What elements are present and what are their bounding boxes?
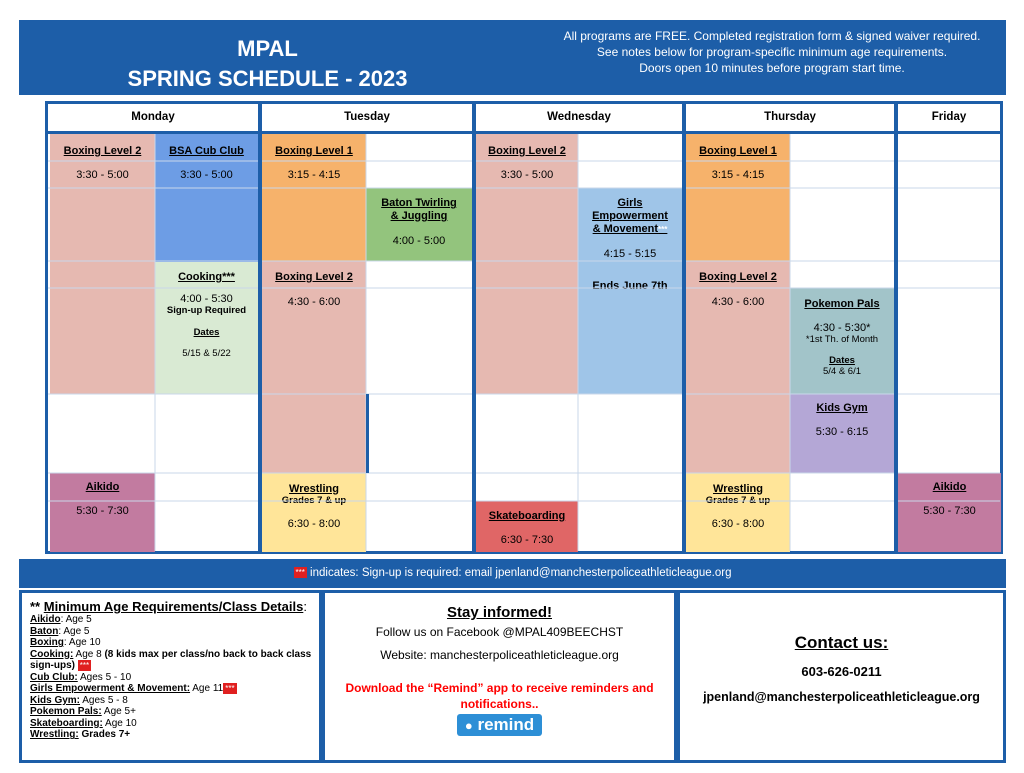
age-item-pokemon-pals: [30, 706, 313, 718]
class-name: Boxing Level 2: [699, 271, 777, 283]
contact-email: jpenland@manchesterpoliceathleticleague.org: [703, 690, 980, 704]
class-name-line-3-text: & Movement: [592, 223, 659, 235]
facebook-handle: Follow us on Facebook @MPAL409BEECHST: [375, 625, 624, 639]
class-name: Wrestling: [289, 483, 339, 495]
class-time: 4:00 - 5:30: [180, 293, 233, 305]
header-divider: [48, 131, 1000, 134]
website-url: Website: manchesterpoliceathleticleague.org: [380, 648, 619, 662]
class-end-date: Ends June 7th: [592, 280, 668, 292]
age-item-text: Age 5+: [101, 706, 136, 718]
class-name: Boxing Level 2: [275, 271, 353, 283]
class-name-line-1: Girls: [617, 197, 643, 209]
class-name: Wrestling: [713, 483, 763, 495]
dates-label: Dates: [829, 355, 855, 366]
class-time: 3:15 - 4:15: [287, 169, 341, 181]
day-header-wednesday: Wednesday: [547, 111, 611, 123]
class-time: 5:30 - 6:15: [815, 426, 869, 438]
title-line-2: SPRING SCHEDULE - 2023: [127, 66, 408, 91]
class-note: Sign-up Required: [166, 305, 247, 316]
contact-panel: [677, 590, 1006, 763]
age-item-label: Pokemon Pals:: [30, 706, 102, 718]
age-item-text: Ages 5 - 8: [80, 694, 128, 706]
class-note: *1st Th. of Month: [805, 334, 879, 345]
remind-bubble-icon: ●: [464, 718, 473, 733]
age-item-cooking: [30, 649, 313, 672]
banner-note-3: Doors open 10 minutes before program start time.: [639, 61, 905, 75]
schedule-grid: [45, 101, 1003, 554]
class-time: 3:30 - 5:00: [76, 169, 129, 181]
class-name: Boxing Level 1: [699, 145, 777, 157]
class-name: Boxing Level 2: [488, 145, 566, 157]
day-header-friday: Friday: [931, 111, 967, 123]
class-time: 3:30 - 5:00: [180, 169, 233, 181]
class-name: BSA Cub Club: [169, 145, 244, 157]
day-divider: [472, 104, 476, 551]
block-divider: [366, 394, 369, 473]
class-dates: 5/4 & 6/1: [822, 366, 862, 377]
class-name: Aikido: [85, 481, 120, 493]
stay-informed-panel: [322, 590, 677, 763]
banner-notes: [541, 28, 1003, 76]
class-time: 3:30 - 5:00: [500, 169, 554, 181]
signup-stars: ***: [225, 684, 235, 694]
class-grades: Grades 7 & up: [281, 495, 347, 506]
age-item-baton: [30, 626, 313, 638]
class-name: Skateboarding: [488, 510, 566, 522]
signup-stars: ***: [658, 225, 668, 234]
day-header-tuesday: Tuesday: [344, 111, 390, 123]
class-name: Pokemon Pals: [804, 298, 880, 310]
age-item-girls-empowerment: [30, 683, 313, 695]
class-grades: Grades 7 & up: [705, 495, 771, 506]
age-item-kids-gym: [30, 695, 313, 707]
contact-title: Contact us:: [794, 633, 889, 652]
class-time: 4:15 - 5:15: [603, 248, 657, 260]
class-name-line-1: Baton Twirling: [381, 197, 457, 209]
age-item-text: Grades 7+: [78, 729, 131, 741]
signup-stars: ***: [295, 568, 305, 578]
class-time: 4:30 - 5:30*: [813, 322, 871, 334]
class-name: Boxing Level 1: [275, 145, 353, 157]
class-time: 3:15 - 4:15: [711, 169, 765, 181]
class-name: Aikido: [932, 481, 967, 493]
remind-logo-text: remind: [477, 715, 535, 734]
age-item-label: Skateboarding:: [30, 717, 103, 729]
header-banner: [19, 20, 1006, 95]
class-name: Cooking***: [178, 271, 235, 283]
age-item-label: Baton: [30, 625, 59, 637]
age-item-text: Age 11: [190, 683, 224, 695]
title-suffix: :: [303, 599, 307, 614]
class-name: Boxing Level 2: [63, 145, 142, 157]
banner-note-1: All programs are FREE. Completed registration form & signed waiver required.: [563, 29, 981, 43]
age-item-detail: (8 kids max per class/no back to back class sign-ups): [30, 648, 312, 672]
title-prefix: **: [30, 599, 44, 614]
dates-label: Dates: [193, 327, 220, 338]
class-name-line-2: & Juggling: [390, 210, 448, 222]
age-item-text: : Age 10: [63, 637, 101, 648]
remind-logo: [325, 714, 674, 736]
class-name-line-2: Empowerment: [592, 210, 668, 222]
class-time: 4:30 - 6:00: [287, 296, 341, 308]
age-item-label: Wrestling:: [30, 729, 79, 741]
day-divider: [682, 104, 686, 551]
remind-app-message: Download the “Remind” app to receive reminders and notifications..: [345, 681, 654, 711]
class-time: 4:00 - 5:00: [392, 235, 446, 247]
age-requirements-panel: [19, 590, 322, 763]
class-time: 6:30 - 7:30: [500, 534, 554, 546]
age-item-wrestling: [30, 729, 313, 741]
day-divider: [258, 104, 262, 551]
class-name: Kids Gym: [816, 402, 868, 414]
grid-lines: [48, 104, 1000, 551]
class-time: 5:30 - 7:30: [76, 505, 129, 517]
age-item-aikido: [30, 614, 313, 626]
age-item-skateboarding: [30, 718, 313, 730]
age-item-text: Age 10: [102, 717, 137, 729]
age-item-boxing: [30, 637, 313, 649]
age-item-label: Aikido: [30, 614, 61, 625]
age-item-label: Boxing: [30, 637, 64, 648]
age-item-text: : Age 5: [58, 625, 90, 637]
age-item-text: Age 8: [73, 648, 105, 660]
signup-stars: ***: [79, 661, 90, 670]
title-text: Minimum Age Requirements/Class Details: [43, 599, 304, 614]
age-item-label: Kids Gym:: [30, 694, 81, 706]
stay-informed-title: Stay informed!: [446, 604, 552, 621]
signup-note-strip: [19, 559, 1006, 588]
class-time: 5:30 - 7:30: [923, 505, 976, 517]
day-header-monday: Monday: [131, 111, 175, 123]
class-time: 6:30 - 8:00: [711, 518, 765, 530]
contact-phone: 603-626-0211: [801, 664, 882, 679]
title-line-1: MPAL: [237, 36, 298, 61]
class-time: 6:30 - 8:00: [287, 518, 341, 530]
signup-note-text: indicates: Sign-up is required: email jpenland@manchesterpoliceathleticleague.org: [306, 567, 732, 579]
age-panel-title: [30, 600, 313, 614]
page-title: [19, 34, 516, 94]
class-time: 4:30 - 6:00: [711, 296, 765, 308]
banner-note-2: See notes below for program-specific minimum age requirements.: [596, 45, 948, 59]
day-header-thursday: Thursday: [764, 111, 816, 123]
age-item-label: Cooking:: [30, 648, 74, 660]
remind-logo-badge: [457, 714, 542, 736]
age-item-label: Girls Empowerment & Movement:: [30, 683, 191, 695]
age-item-label: Cub Club:: [30, 671, 78, 683]
age-item-text: Ages 5 - 10: [77, 671, 132, 683]
age-item-cub-club: [30, 672, 313, 684]
class-dates: 5/15 & 5/22: [182, 348, 231, 359]
age-item-text: : Age 5: [60, 614, 92, 625]
day-divider: [894, 104, 898, 551]
